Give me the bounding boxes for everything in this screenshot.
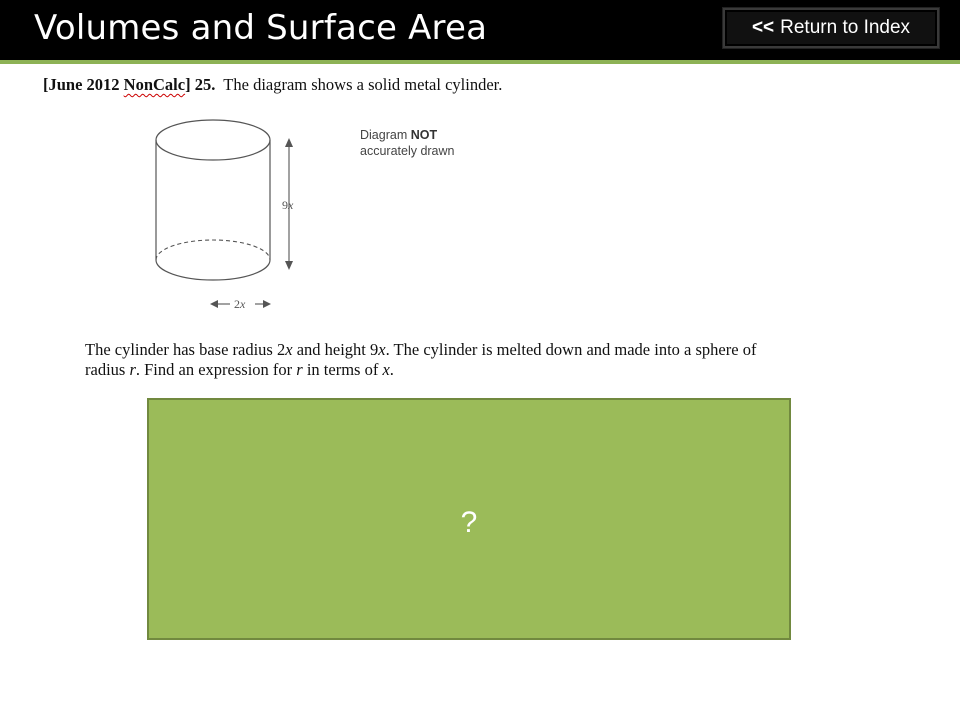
- question-text: and height 9: [292, 340, 379, 359]
- cylinder-diagram: [140, 110, 320, 325]
- width-label-number: 2: [234, 297, 240, 311]
- question-var: x: [382, 360, 390, 379]
- width-label-variable: x: [240, 297, 246, 311]
- question-text: .: [389, 360, 394, 379]
- header-accent-stripe: [0, 60, 960, 64]
- disclaimer-not: NOT: [410, 128, 438, 142]
- diagram-disclaimer: [360, 127, 455, 159]
- answer-placeholder: ?: [460, 506, 478, 539]
- question-intro: The diagram shows a solid metal cylinder.: [223, 75, 503, 94]
- question-source-close: ]: [185, 75, 191, 94]
- reveal-answer-box[interactable]: [147, 398, 791, 640]
- question-source-open: [June 2012: [43, 75, 124, 94]
- question-var: r: [129, 360, 136, 379]
- question-header: [43, 75, 502, 95]
- width-label: [234, 297, 245, 312]
- page-title: Volumes and Surface Area: [34, 8, 488, 48]
- height-label-number: 9: [282, 198, 288, 212]
- question-text: in terms of: [302, 360, 383, 379]
- height-label: [282, 198, 293, 213]
- diagram-disclaimer-line2: accurately drawn: [360, 144, 455, 158]
- width-arrow-left-head: [210, 300, 218, 308]
- height-label-variable: x: [288, 198, 294, 212]
- cylinder-bottom-back-dashed: [156, 240, 270, 260]
- question-text: . The cylinder is melted down and made into a sphere of radius: [85, 340, 757, 379]
- double-chevron-left-icon: <<: [751, 17, 775, 38]
- height-arrow-down-head: [285, 261, 293, 270]
- question-source: [43, 75, 191, 94]
- disclaimer-prefix: Diagram: [360, 128, 411, 142]
- question-body: [85, 340, 785, 380]
- question-source-paper: NonCalc: [123, 75, 186, 94]
- question-number: 25.: [194, 75, 216, 94]
- question-text: . Find an expression for: [135, 360, 297, 379]
- return-to-index-label: Return to Index: [780, 17, 911, 38]
- question-var: r: [296, 360, 303, 379]
- cylinder-bottom-front: [156, 260, 270, 280]
- diagram-disclaimer-line1: [360, 127, 455, 143]
- height-arrow-up-head: [285, 138, 293, 147]
- width-arrow-right-head: [263, 300, 271, 308]
- cylinder-top-ellipse: [156, 120, 270, 160]
- return-to-index-button[interactable]: [723, 8, 939, 48]
- question-text: The cylinder has base radius 2: [85, 340, 286, 359]
- question-var: x: [285, 340, 293, 359]
- question-var: x: [378, 340, 386, 359]
